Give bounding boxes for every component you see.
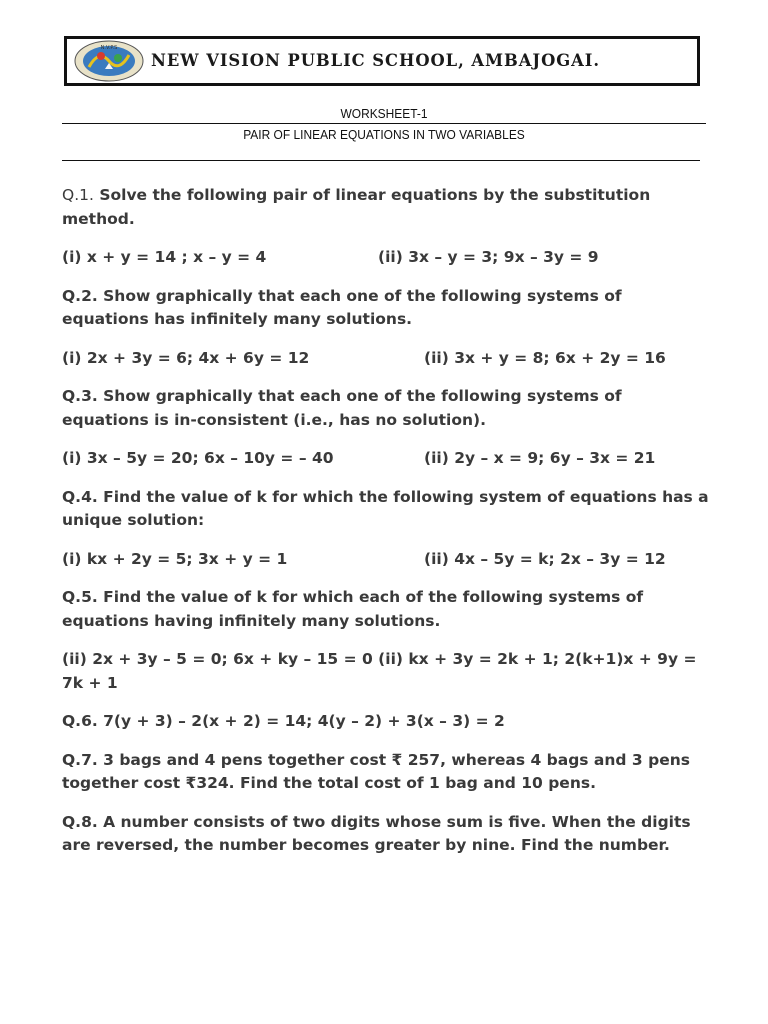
question-3: Q.3. Show graphically that each one of the following systems of equations is in-consistent (i.e., has no solution).: [62, 387, 622, 429]
question-1-number: Q.1.: [62, 186, 94, 204]
school-banner: [64, 36, 700, 86]
question-list: [62, 184, 712, 873]
question-2-parts: [62, 347, 712, 371]
question-1: [62, 184, 712, 231]
question-3-part-ii: (ii) 2y – x = 9; 6y – 3x = 21: [424, 449, 656, 467]
question-6: Q.6. 7(y + 3) – 2(x + 2) = 14; 4(y – 2) + 3(x – 3) = 2: [62, 712, 505, 730]
question-5: Q.5. Find the value of k for which each of the following systems of equations having infinitely many solutions.: [62, 588, 644, 630]
question-4-part-ii: (ii) 4x – 5y = k; 2x – 3y = 12: [424, 549, 666, 568]
header-divider: [62, 160, 700, 161]
question-1-part-ii: (ii) 3x – y = 3; 9x – 3y = 9: [378, 248, 599, 266]
title-divider: [62, 123, 706, 124]
worksheet-subtitle: PAIR OF LINEAR EQUATIONS IN TWO VARIABLES: [243, 127, 525, 142]
question-3-part-i: (i) 3x – 5y = 20; 6x – 10y = – 40: [62, 449, 334, 467]
school-name: NEW VISION PUBLIC SCHOOL, AMBAJOGAI.: [151, 51, 601, 71]
question-1-part-i: (i) x + y = 14 ; x – y = 4: [62, 248, 267, 266]
worksheet-title: WORKSHEET-1: [340, 106, 428, 121]
question-3-parts: [62, 447, 712, 471]
question-1-parts: [62, 246, 712, 270]
question-4-part-i: (i) kx + 2y = 5; 3x + y = 1: [62, 549, 288, 568]
question-2-part-ii: (ii) 3x + y = 8; 6x + 2y = 16: [424, 348, 666, 367]
school-logo-icon: [71, 39, 147, 83]
question-5-parts: (ii) 2x + 3y – 5 = 0; 6x + ky – 15 = 0 (ii) kx + 3y = 2k + 1; 2(k+1)x + 9y = 7k + 1: [62, 650, 697, 692]
question-2: Q.2. Show graphically that each one of the following systems of equations has infinitely many solutions.: [62, 286, 622, 328]
svg-text:N.V.P.S: N.V.P.S: [100, 45, 118, 51]
question-2-part-i: (i) 2x + 3y = 6; 4x + 6y = 12: [62, 348, 310, 367]
question-4-parts: [62, 548, 712, 572]
question-4: Q.4. Find the value of k for which the following system of equations has a unique solution:: [62, 487, 709, 529]
question-7: Q.7. 3 bags and 4 pens together cost ₹ 257, whereas 4 bags and 3 pens together cost ₹324. Find the total cost of 1 bag and 10 pens.: [62, 750, 690, 792]
question-8: Q.8. A number consists of two digits whose sum is five. When the digits are reversed, the number becomes greater by nine. Find the number.: [62, 812, 691, 854]
question-1-text: Solve the following pair of linear equations by the substitution method.: [62, 186, 651, 228]
